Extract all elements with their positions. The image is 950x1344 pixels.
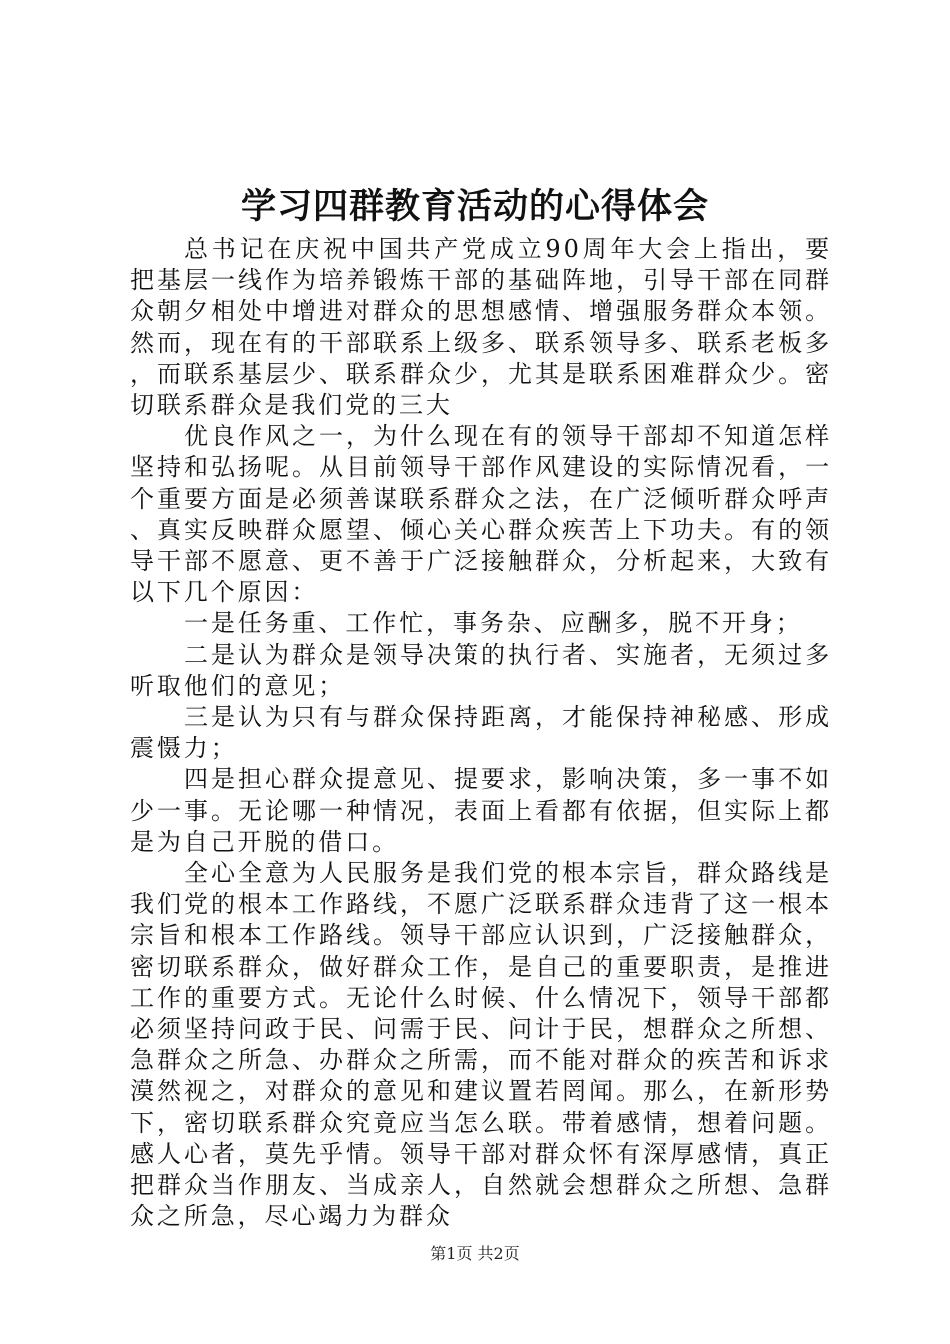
paragraph: 四是担心群众提意见、提要求，影响决策，多一事不如少一事。无论哪一种情况，表面上看都有依据，但实际上都是为自己开脱的借口。 [130,765,832,856]
paragraph: 三是认为只有与群众保持距离，才能保持神秘感、形成震慑力； [130,703,832,763]
paragraph: 优良作风之一，为什么现在有的领导干部却不知道怎样坚持和弘扬呢。从目前领导干部作风建设的实际情况看，一个重要方面是必须善谋联系群众之法，在广泛倾听群众呼声、真实反映群众愿望、倾心关心群众疾苦上下功夫。有的领导干部不愿意、更不善于广泛接触群众，分析起来，大致有以下几个原因： [130,422,832,607]
paragraph: 全心全意为人民服务是我们党的根本宗旨，群众路线是我们党的根本工作路线，不愿广泛联系群众违背了这一根本宗旨和根本工作路线。领导干部应认识到，广泛接触群众，密切联系群众，做好群众工作，是自己的重要职责，是推进工作的重要方式。无论什么时候、什么情况下，领导干部都必须坚持问政于民、问需于民、问计于民，想群众之所想、急群众之所急、办群众之所需，而不能对群众的疾苦和诉求漠然视之，对群众的意见和建议置若罔闻。那么，在新形势下，密切联系群众究竟应当怎么联。带着感情，想着问题。感人心者，莫先乎情。领导干部对群众怀有深厚感情，真正把群众当作朋友、当成亲人，自然就会想群众之所想、急群众之所急，尽心竭力为群众 [130,859,832,1231]
page-number-footer: 第1页 共2页 [430,1244,520,1263]
paragraph: 总书记在庆祝中国共产党成立90周年大会上指出，要把基层一线作为培养锻炼干部的基础阵地，引导干部在同群众朝夕相处中增进对群众的思想感情、增强服务群众本领。然而，现在有的干部联系上级多、联系领导多、联系老板多，而联系基层少、联系群众少，尤其是联系困难群众少。密切联系群众是我们党的三大 [130,235,832,420]
document-title: 学习四群教育活动的心得体会 [240,186,709,227]
paragraph: 二是认为群众是领导决策的执行者、实施者，无须过多听取他们的意见； [130,640,832,700]
document-body [130,234,832,1233]
paragraph: 一是任务重、工作忙，事务杂、应酬多，脱不开身； [184,609,803,638]
